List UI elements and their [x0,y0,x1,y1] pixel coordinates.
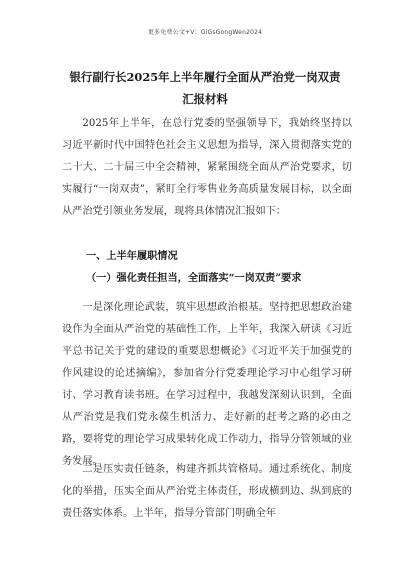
section-heading: 一、上半年履职情况 [86,251,178,262]
sub-heading: （一）强化责任担当，全面落实“一岗双责”要求 [86,272,302,284]
body-paragraph-1 [62,297,352,473]
paragraph-text: 二是压实责任链条，构建齐抓共管格局。通过系统化、制度化的举措，压实全面从严治党主体责任，形成横到边、纵到底的责任落实体系。上半年，指导分管部门明确全年 [62,464,352,519]
intro-text: 2025年上半年，在总行党委的坚强领导下，我始终坚持以习近平新时代中国特色社会主义思想为指导，深入贯彻落实党的二十大、二十届三中全会精神，紧紧围绕全面从严治党要求，切实履行“一岗双责”，紧盯全行零售业务高质量发展目标，以全面从严治党引领业务发展，现将具体情况汇报如下： [62,118,352,217]
paragraph-text: 一是深化理论武装，筑牢思想政治根基。坚持把思想政治建设作为全面从严治党的基础性工作，上半年，我深入研读《习近平总书记关于党的建设的重要思想概论》《习近平关于加强党的作风建设的论述摘编》，参加省分行党委理论学习中心组学习研讨、学习教育读书班。在学习过程中，我越发深刻认识到，全面从严治党是我们党永葆生机活力、走好新的赶考之路的必由之路，要将党的理论学习成果转化成工作动力，指导分管领域的业务发展。 [62,302,352,467]
document-title: 银行副行长2025年上半年履行全面从严治党一岗双责汇报材料 [69,70,341,106]
body-paragraph-2 [62,459,352,525]
header-note: 更多免费公文+V：GiGsGongWen2024 [147,29,263,36]
intro-paragraph [62,113,352,223]
